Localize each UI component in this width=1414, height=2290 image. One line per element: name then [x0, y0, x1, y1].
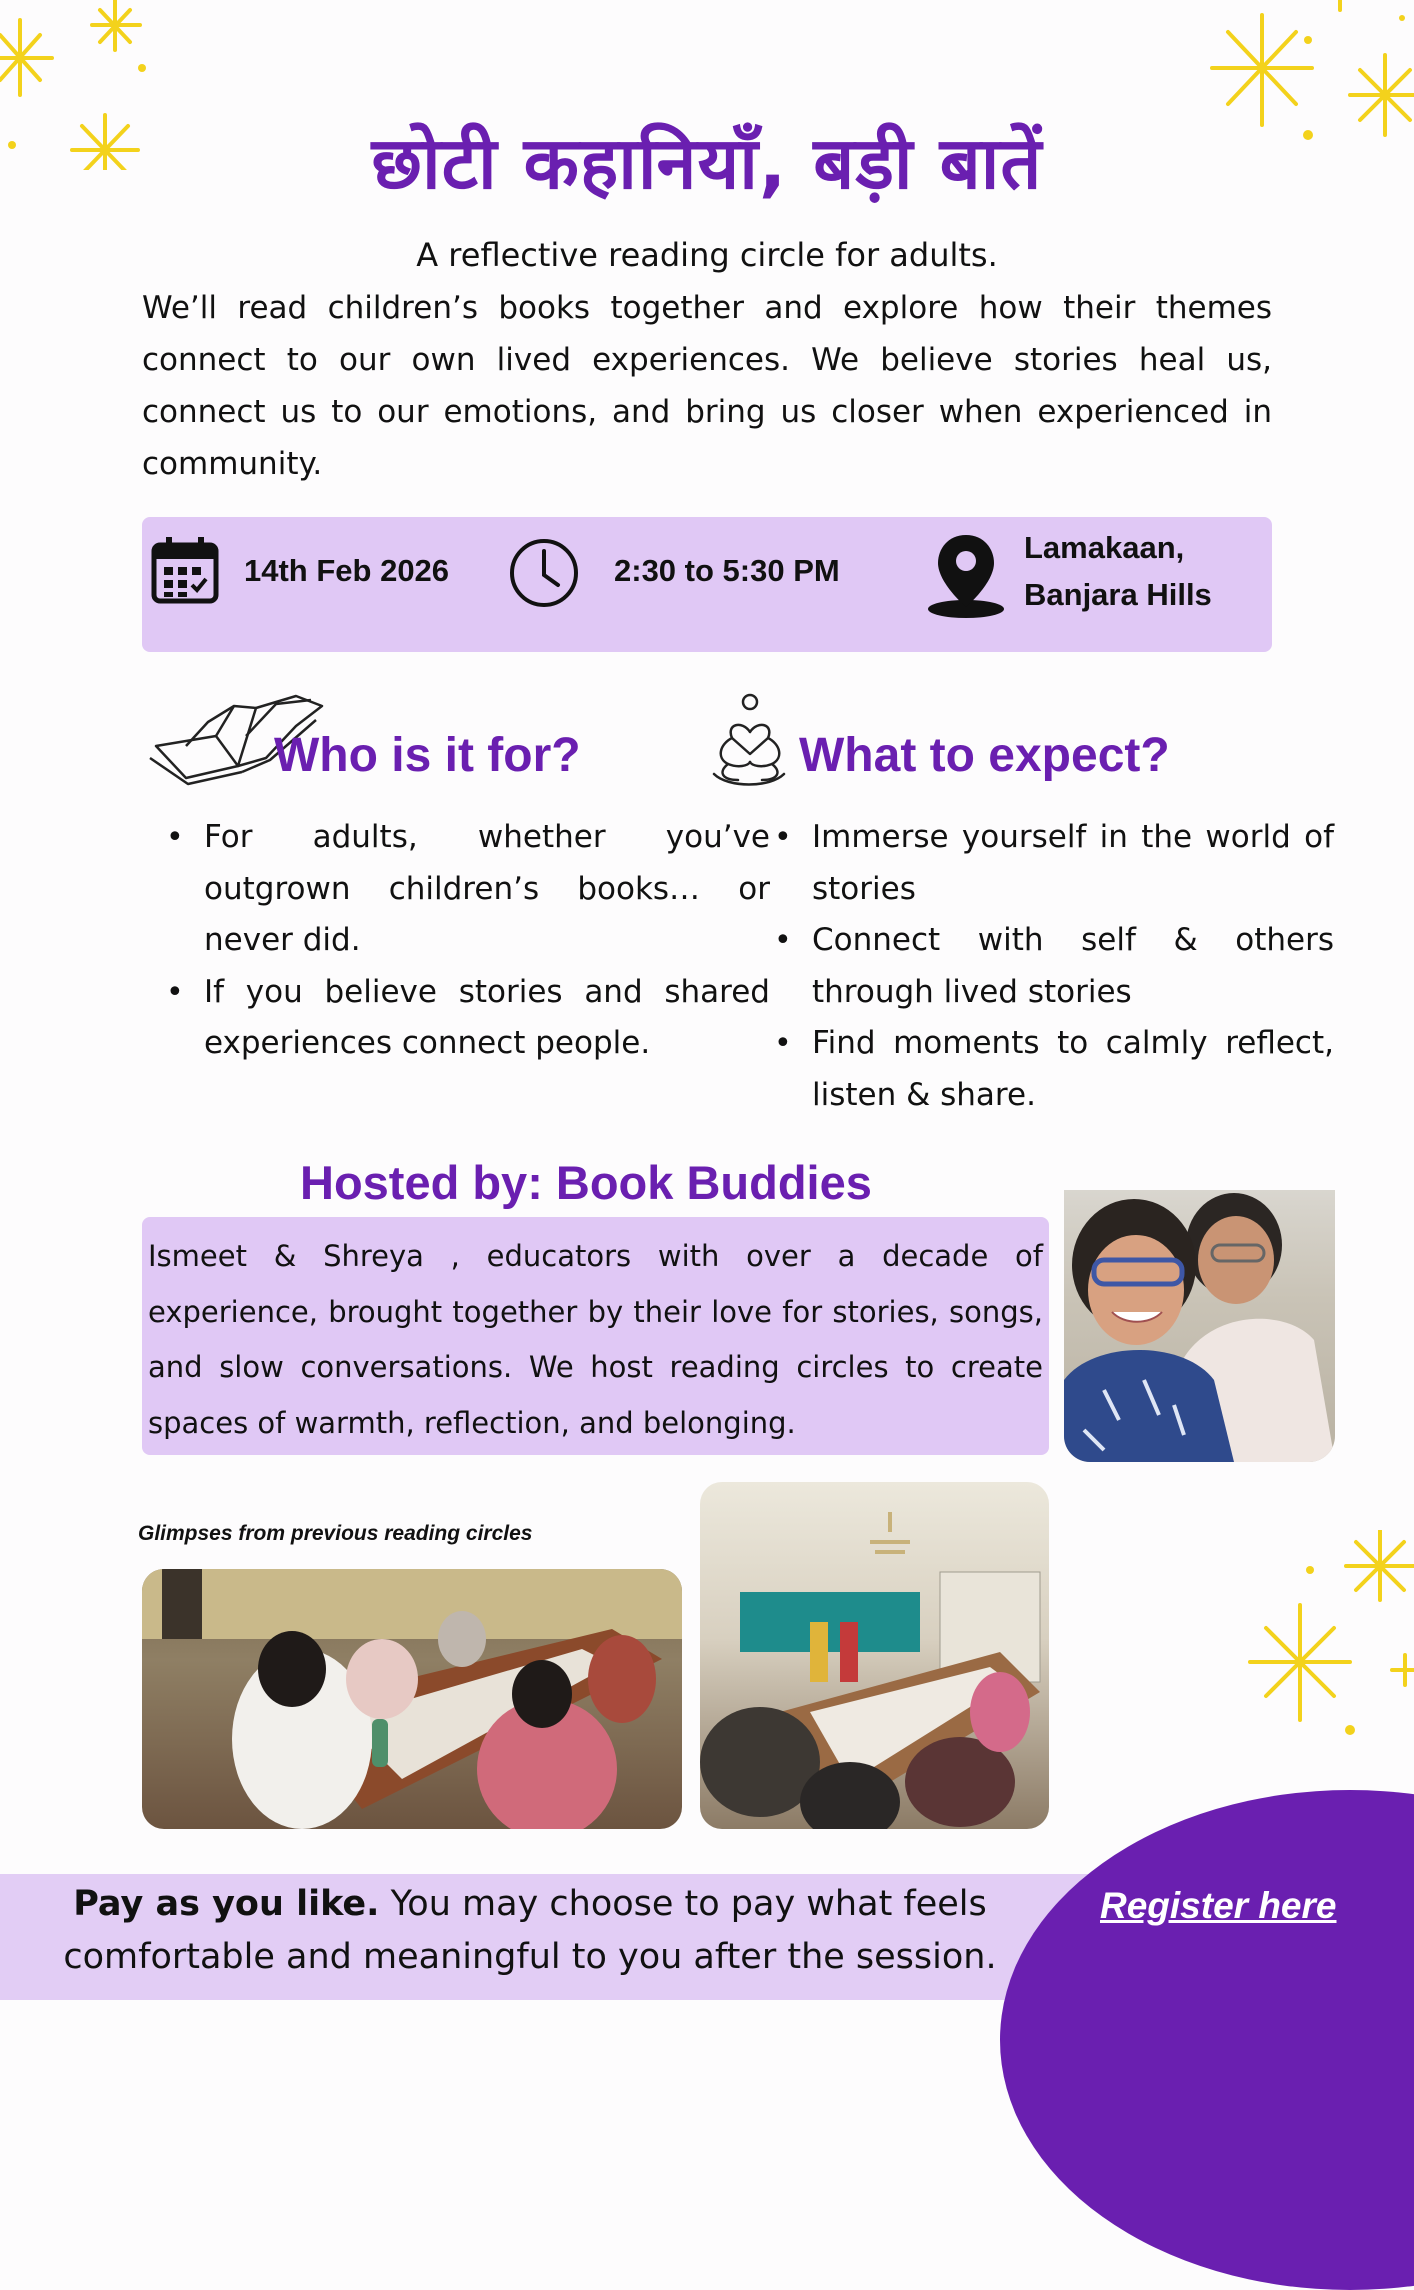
- register-blob: [1000, 1790, 1414, 2290]
- payment-note-text: You may choose to pay what feels comfortable and meaningful to you after the session.: [63, 1884, 997, 1977]
- host-description: Ismeet & Shreya , educators with over a decade of experience, brought together by their love for stories, songs, and slow conversations. We host reading circles to create spaces of warmth, reflection, and belonging.: [142, 1217, 1049, 1455]
- location-pin-icon: [924, 531, 1008, 621]
- list-item: • Immerse yourself in the world of stories: [812, 812, 1334, 915]
- list-item: • Find moments to calmly reflect, listen & share.: [812, 1018, 1334, 1121]
- expect-list: [750, 812, 1334, 1121]
- event-info-bar: [142, 517, 1272, 652]
- calendar-icon: [150, 535, 220, 605]
- sparkle-icon: [1240, 1530, 1414, 1740]
- host-heading: Hosted by: Book Buddies: [300, 1156, 872, 1209]
- hosts-photo: [1064, 1190, 1335, 1462]
- gallery-caption: Glimpses from previous reading circles: [138, 1522, 533, 1545]
- list-item: • For adults, whether you’ve outgrown children’s books… or never did.: [204, 812, 770, 967]
- event-venue-line2: Banjara Hills: [1024, 577, 1212, 612]
- list-item: • If you believe stories and shared experiences connect people.: [204, 967, 770, 1070]
- register-link[interactable]: Register here: [1100, 1885, 1337, 1926]
- event-venue-line1: Lamakaan,: [1024, 530, 1185, 565]
- intro-paragraph: We’ll read children’s books together and explore how their themes connect to our own lived experiences. We believe stories heal us, connect us to our emotions, and bring us closer when experienced in community.: [142, 290, 1272, 482]
- clock-icon: [508, 537, 580, 609]
- expect-heading: What to expect?: [799, 729, 1170, 782]
- gallery-photo-1: [142, 1569, 682, 1829]
- who-heading: Who is it for?: [274, 729, 581, 782]
- payment-note-bold: Pay as you like.: [73, 1884, 380, 1924]
- who-list: [142, 812, 770, 1070]
- page-title: छोटी कहानियाँ, बड़ी बातें: [371, 121, 1043, 205]
- event-date: 14th Feb 2026: [244, 553, 450, 588]
- gallery-photo-2: [700, 1482, 1049, 1829]
- meditation-heart-icon: [708, 692, 790, 792]
- page-subtitle: A reflective reading circle for adults.: [416, 236, 998, 274]
- event-time: 2:30 to 5:30 PM: [614, 553, 840, 588]
- payment-note: [40, 1878, 1020, 1984]
- list-item: • Connect with self & others through lived stories: [812, 915, 1334, 1018]
